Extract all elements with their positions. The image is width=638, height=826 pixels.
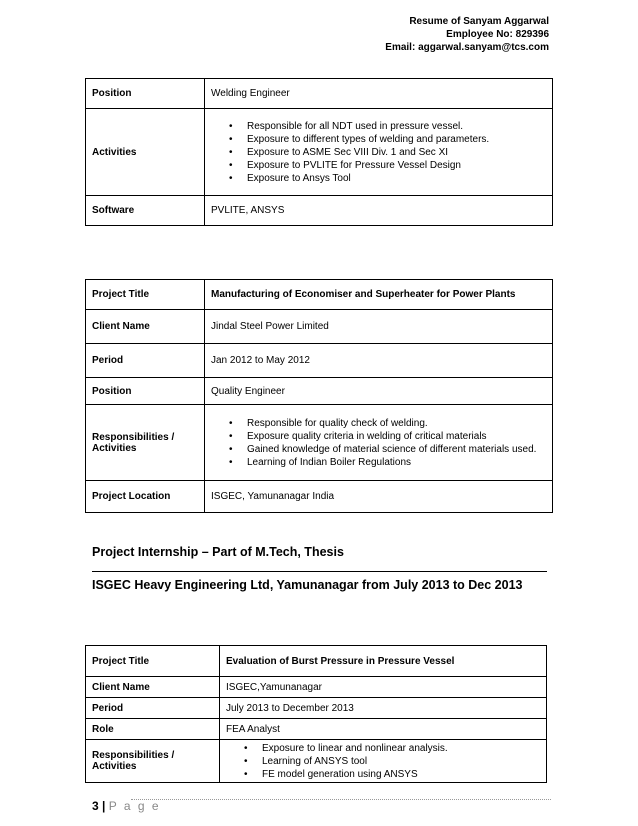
footer-divider — [131, 799, 551, 800]
list-item: • Responsible for all NDT used in pressure vessel. — [211, 120, 546, 133]
resume-name-line: Resume of Sanyam Aggarwal — [409, 16, 549, 27]
table-row — [86, 719, 547, 740]
list-item: • Exposure to PVLITE for Pressure Vessel Design — [211, 159, 546, 172]
project-title-value: Evaluation of Burst Pressure in Pressure Vessel — [220, 646, 547, 677]
list-item: • Responsible for quality check of welding. — [211, 417, 546, 430]
page-number: 3 | — [92, 799, 106, 813]
activities-label: Activities — [86, 109, 205, 196]
activities-cell — [205, 109, 553, 196]
table-row — [86, 109, 553, 196]
email-line: Email: aggarwal.sanyam@tcs.com — [385, 42, 549, 53]
responsibilities-cell — [220, 740, 547, 783]
section-divider — [92, 571, 547, 572]
resume-header — [385, 15, 549, 54]
position-value: Quality Engineer — [205, 378, 553, 405]
table-row — [86, 677, 547, 698]
period-label: Period — [86, 344, 205, 378]
list-item: • Exposure to linear and nonlinear analysis. — [226, 742, 540, 755]
list-item: • FE model generation using ANSYS — [226, 768, 540, 781]
table-row — [86, 196, 553, 226]
list-item: • Learning of ANSYS tool — [226, 755, 540, 768]
list-item: • Gained knowledge of material science of different materials used. — [211, 443, 546, 456]
table-row — [86, 280, 553, 310]
activities-list — [211, 120, 546, 185]
table-row — [86, 481, 553, 513]
table-row — [86, 378, 553, 405]
client-name-label: Client Name — [86, 310, 205, 344]
period-label: Period — [86, 698, 220, 719]
experience-table-1 — [85, 78, 553, 226]
client-name-value: Jindal Steel Power Limited — [205, 310, 553, 344]
table-row — [86, 698, 547, 719]
period-value: July 2013 to December 2013 — [220, 698, 547, 719]
responsibilities-list — [226, 742, 540, 781]
list-item: • Exposure quality criteria in welding of critical materials — [211, 430, 546, 443]
table-row — [86, 79, 553, 109]
position-label: Position — [86, 79, 205, 109]
internship-subheading: ISGEC Heavy Engineering Ltd, Yamunanagar from July 2013 to Dec 2013 — [92, 578, 523, 592]
page-footer — [92, 799, 161, 813]
employee-number-line: Employee No: 829396 — [446, 29, 549, 40]
project-title-label: Project Title — [86, 280, 205, 310]
internship-table — [85, 645, 547, 783]
role-value: FEA Analyst — [220, 719, 547, 740]
responsibilities-cell — [205, 405, 553, 481]
table-row — [86, 740, 547, 783]
list-item: • Exposure to Ansys Tool — [211, 172, 546, 185]
responsibilities-label: Responsibilities / Activities — [86, 405, 205, 481]
client-name-value: ISGEC,Yamunanagar — [220, 677, 547, 698]
role-label: Role — [86, 719, 220, 740]
table-row — [86, 310, 553, 344]
table-row — [86, 646, 547, 677]
list-item: • Learning of Indian Boiler Regulations — [211, 456, 546, 469]
experience-table-2 — [85, 279, 553, 513]
position-label: Position — [86, 378, 205, 405]
page-word: P a g e — [108, 799, 161, 813]
list-item: • Exposure to different types of welding and parameters. — [211, 133, 546, 146]
responsibilities-list — [211, 417, 546, 469]
project-title-label: Project Title — [86, 646, 220, 677]
period-value: Jan 2012 to May 2012 — [205, 344, 553, 378]
software-value: PVLITE, ANSYS — [205, 196, 553, 226]
table-row — [86, 344, 553, 378]
project-location-label: Project Location — [86, 481, 205, 513]
software-label: Software — [86, 196, 205, 226]
responsibilities-label: Responsibilities / Activities — [86, 740, 220, 783]
project-location-value: ISGEC, Yamunanagar India — [205, 481, 553, 513]
project-title-value: Manufacturing of Economiser and Superheater for Power Plants — [205, 280, 553, 310]
internship-heading: Project Internship – Part of M.Tech, Thesis — [92, 545, 344, 559]
client-name-label: Client Name — [86, 677, 220, 698]
table-row — [86, 405, 553, 481]
list-item: • Exposure to ASME Sec VIII Div. 1 and Sec XI — [211, 146, 546, 159]
position-value: Welding Engineer — [205, 79, 553, 109]
